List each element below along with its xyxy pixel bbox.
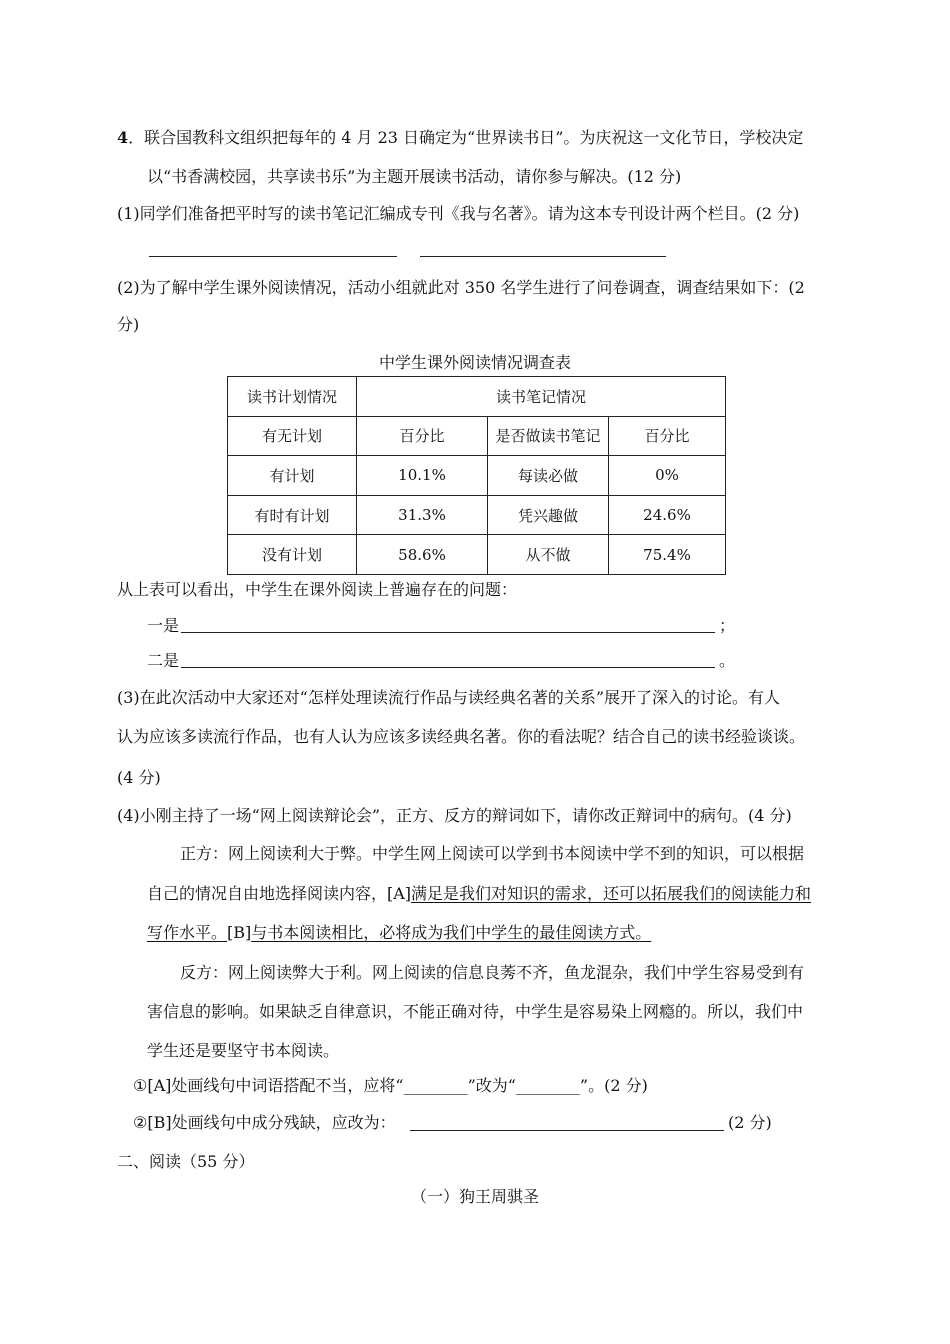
table-cell: 凭兴趣做	[488, 495, 609, 535]
table-cell: 0%	[609, 456, 726, 496]
table-cell: 24.6%	[609, 495, 726, 535]
analysis-second-blank[interactable]	[181, 667, 715, 668]
analysis-first-blank[interactable]	[181, 632, 715, 633]
part2-prompt-line2: 分)	[117, 315, 140, 334]
analysis-second-label: 二是	[147, 651, 180, 670]
pro-argument-line3	[147, 922, 651, 944]
marker-b: [B]	[227, 923, 252, 942]
con-argument-line2: 害信息的影响。如果缺乏自律意识，不能正确对待，中学生是容易染上网瘾的。所以，我们中	[147, 1002, 804, 1021]
survey-table	[227, 376, 726, 575]
pro-argument-line1: 正方：网上阅读利大于弊。中学生网上阅读可以学到书本阅读中学不到的知识，可以根据	[180, 844, 805, 863]
subquestion-b-score: (2 分)	[728, 1113, 772, 1132]
table-cell: 有计划	[228, 456, 357, 496]
part3-line3: (4 分)	[117, 768, 161, 787]
subquestion-a: ①[A]处画线句中词语搭配不当，应将“________”改为“________”。(2 分)	[133, 1076, 648, 1095]
table-row	[228, 456, 726, 496]
table-header-row	[228, 377, 726, 417]
part1-prompt: (1)同学们准备把平时写的读书笔记汇编成专刊《我与名著》。请为这本专刊设计两个栏目。(2 分)	[117, 204, 800, 223]
table-cell: 每读必做	[488, 456, 609, 496]
con-argument-line1: 反方：网上阅读弊大于利。网上阅读的信息良莠不齐，鱼龙混杂，我们中学生容易受到有	[180, 963, 805, 982]
analysis-first-label: 一是	[147, 616, 180, 635]
column-answer-blank-1[interactable]	[149, 256, 397, 257]
analysis-first-end: ；	[719, 616, 736, 635]
part3-line1: (3)在此次活动中大家还对“怎样处理读流行作品与读经典名著的关系”展开了深入的讨论。有人	[117, 688, 781, 707]
table-cell: 31.3%	[357, 495, 488, 535]
table-cell: 没有计划	[228, 535, 357, 575]
subheader-cell: 有无计划	[228, 416, 357, 456]
analysis-intro: 从上表可以看出，中学生在课外阅读上普遍存在的问题：	[117, 580, 518, 599]
table-cell: 从不做	[488, 535, 609, 575]
table-subheader-row	[228, 416, 726, 456]
question-number: 4	[117, 128, 129, 147]
table-cell: 58.6%	[357, 535, 488, 575]
column-answer-blank-2[interactable]	[420, 256, 666, 257]
table-cell: 10.1%	[357, 456, 488, 496]
reading-title: （一）狗王周骐圣	[410, 1187, 539, 1206]
header-reading-notes: 读书笔记情况	[357, 377, 726, 417]
underlined-sentence-a-end: 写作水平。	[147, 923, 228, 942]
subquestion-b-blank[interactable]	[410, 1130, 724, 1131]
subheader-cell: 百分比	[609, 416, 726, 456]
question-4-stem-line1: 4．联合国教科文组织把每年的 4 月 23 日确定为“世界读书日”。为庆祝这一文化节日，学校决定	[117, 128, 804, 147]
table-row	[228, 495, 726, 535]
pro-argument-line2: 自己的情况自由地选择阅读内容，[A]满足是我们对知识的需求，还可以拓展我们的阅读能力和	[147, 884, 812, 903]
table-caption: 中学生课外阅读情况调查表	[378, 353, 571, 372]
table-cell: 75.4%	[609, 535, 726, 575]
underlined-sentence-a: 满足是我们对知识的需求，还可以拓展我们的阅读能力和	[411, 884, 812, 903]
underlined-sentence-b: 与书本阅读相比，必将成为我们中学生的最佳阅读方式。	[251, 923, 652, 942]
part3-line2: 认为应该多读流行作品，也有人认为应该多读经典名著。你的看法呢？结合自己的读书经验谈谈。	[117, 727, 806, 746]
con-argument-line3: 学生还是要坚守书本阅读。	[147, 1041, 340, 1060]
analysis-second-end: 。	[719, 651, 736, 670]
subheader-cell: 是否做读书笔记	[488, 416, 609, 456]
section-heading: 二、阅读（55 分）	[117, 1152, 255, 1171]
table-cell: 有时有计划	[228, 495, 357, 535]
subheader-cell: 百分比	[357, 416, 488, 456]
part2-prompt-line1: (2)为了解中学生课外阅读情况，活动小组就此对 350 名学生进行了问卷调查，调查结果如下：(2	[117, 278, 805, 297]
header-reading-plan: 读书计划情况	[228, 377, 357, 417]
subquestion-b-label: ②[B]处画线句中成分残缺，应改为：	[133, 1113, 396, 1132]
table-row	[228, 535, 726, 575]
part4-prompt: (4)小刚主持了一场“网上阅读辩论会”，正方、反方的辩词如下，请你改正辩词中的病句。(4 分)	[117, 806, 792, 825]
question-4-stem-line2: 以“书香满校园，共享读书乐”为主题开展读书活动，请你参与解决。(12 分)	[147, 167, 682, 186]
